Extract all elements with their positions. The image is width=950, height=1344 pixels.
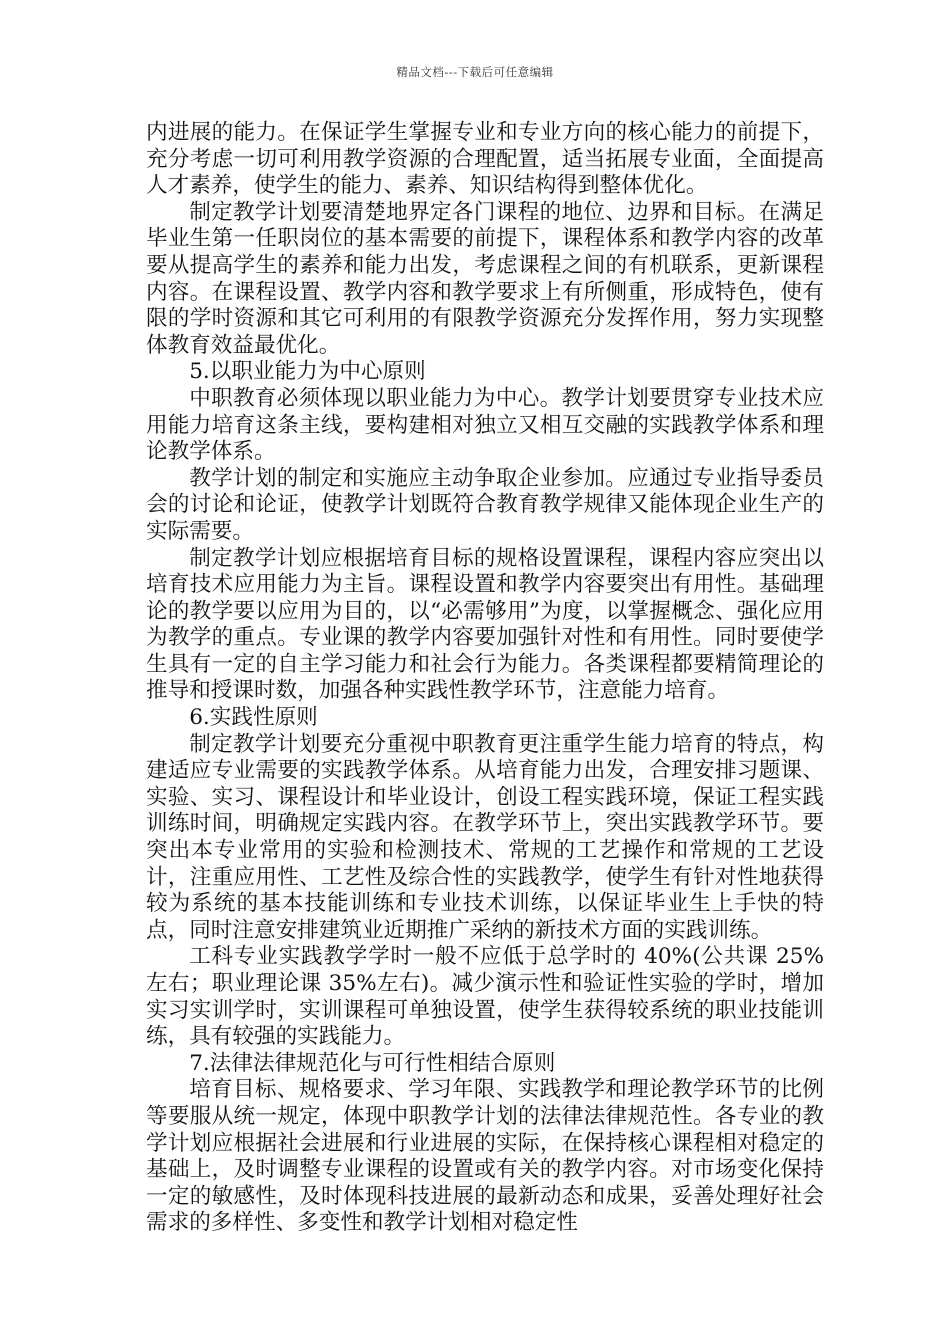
section-heading-5: 5.以职业能力为中心原则 [189, 359, 426, 385]
paragraph-4: 教学计划的制定和实施应主动争取企业参加。应通过专业指导委员会的讨论和论证，使教学计划既符合教育教学规律又能体现企业生产的实际需要。 [146, 465, 824, 544]
paragraph-6: 制定教学计划要充分重视中职教育更注重学生能力培育的特点，构建适应专业需要的实践教学体系。从培育能力出发，合理安排习题课、实验、实习、课程设计和毕业设计，创设工程实践环境，保证工程实践训练时间，明确规定实践内容。在教学环节上，突出实践教学环节。要突出本专业常用的实验和检测技术、常规的工艺操作和常规的工艺设计，注重应用性、工艺性及综合性的实践教学，使学生有针对性地获得较为系统的基本技能训练和专业技术训练，以保证毕业生上手快的特点，同时注意安排建筑业近期推广采纳的新技术方面的实践训练。 [146, 731, 824, 943]
page-header: 精品文档---下载后可任意编辑 [396, 65, 554, 79]
paragraph-3: 中职教育必须体现以职业能力为中心。教学计划要贯穿专业技术应用能力培育这条主线，要构建相对独立又相互交融的实践教学体系和理论教学体系。 [146, 385, 824, 465]
paragraph-2: 制定教学计划要清楚地界定各门课程的地位、边界和目标。在满足毕业生第一任职岗位的基本需要的前提下，课程体系和教学内容的改革要从提高学生的素养和能力出发，考虑课程之间的有机联系，更新课程内容。在课程设置、教学内容和教学要求上有所侧重，形成特色，使有限的学时资源和其它可利用的有限教学资源充分发挥作用，努力实现整体教育效益最优化。 [146, 199, 824, 358]
paragraph-8: 培育目标、规格要求、学习年限、实践教学和理论教学环节的比例等要服从统一规定，体现中职教学计划的法律法律规范性。各专业的教学计划应根据社会进展和行业进展的实际，在保持核心课程相对稳定的基础上，及时调整专业课程的设置或有关的教学内容。对市场变化保持一定的敏感性，及时体现科技进展的最新动态和成果，妥善处理好社会需求的多样性、多变性和教学计划相对稳定性 [146, 1077, 824, 1236]
paragraph-1: 内进展的能力。在保证学生掌握专业和专业方向的核心能力的前提下，充分考虑一切可利用教学资源的合理配置，适当拓展专业面，全面提高人才素养，使学生的能力、素养、知识结构得到整体优化。 [146, 120, 824, 199]
section-heading-6: 6.实践性原则 [189, 705, 318, 731]
section-heading-7: 7.法律法律规范化与可行性相结合原则 [189, 1050, 556, 1076]
paragraph-7: 工科专业实践教学学时一般不应低于总学时的 40%(公共课 25%左右；职业理论课 35%左右)。减少演示性和验证性实验的学时，增加实习实训学时，实训课程可单独设置，使学生获得较系统的职业技能训练，具有较强的实践能力。 [146, 944, 824, 1050]
document-body [146, 120, 824, 1237]
paragraph-5: 制定教学计划应根据培育目标的规格设置课程，课程内容应突出以培育技术应用能力为主旨。课程设置和教学内容要突出有用性。基础理论的教学要以应用为目的，以“必需够用”为度，以掌握概念、强化应用为教学的重点。专业课的教学内容要加强针对性和有用性。同时要使学生具有一定的自主学习能力和社会行为能力。各类课程都要精简理论的推导和授课时数，加强各种实践性教学环节，注意能力培育。 [146, 545, 824, 704]
